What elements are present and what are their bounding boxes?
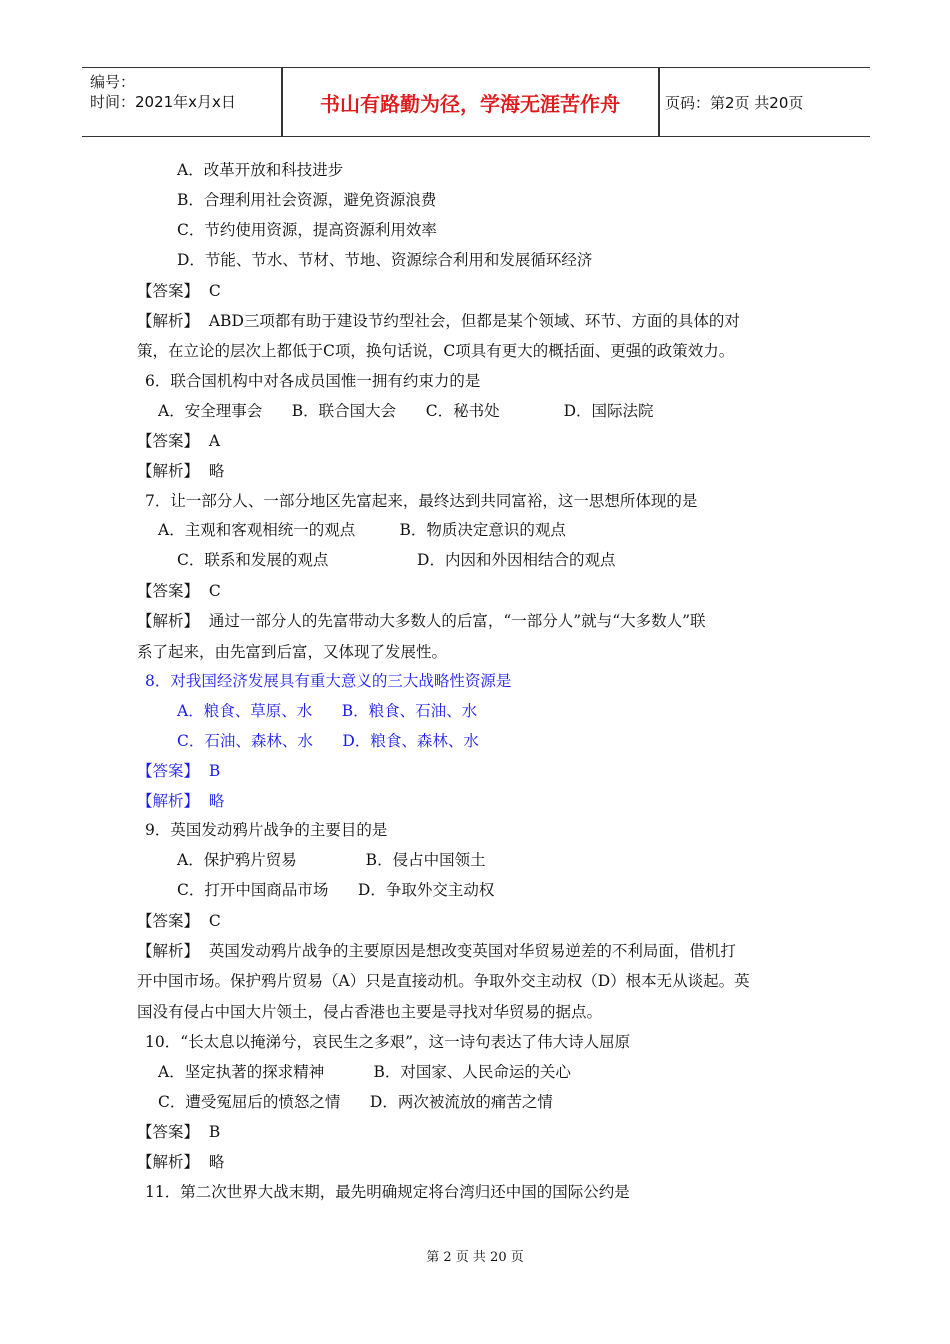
analysis-line: 【解析】 略	[137, 792, 225, 810]
answer-line: 【答案】 C	[137, 282, 221, 300]
option-line: A．安全理事会 B．联合国大会 C．秘书处 D．国际法院	[158, 402, 654, 420]
analysis-line: 【解析】 英国发动鸦片战争的主要原因是想改变英国对华贸易逆差的不利局面，借机打	[137, 942, 736, 960]
page-header	[82, 67, 870, 137]
question-line: 10．“长太息以掩涕兮，哀民生之多艰”，这一诗句表达了伟大诗人屈原	[145, 1033, 631, 1051]
option-line: A．主观和客观相统一的观点 B．物质决定意识的观点	[158, 521, 566, 539]
analysis-line: 【解析】 略	[137, 1153, 225, 1171]
option-line: C．联系和发展的观点 D．内因和外因相结合的观点	[177, 551, 616, 569]
analysis-line: 【解析】 通过一部分人的先富带动大多数人的后富，“一部分人”就与“大多数人”联	[137, 612, 706, 630]
option-line: B．合理利用社会资源，避免资源浪费	[177, 191, 437, 209]
option-line: C．石油、森林、水 D．粮食、森林、水	[177, 732, 479, 750]
option-line: A．保护鸦片贸易 B．侵占中国领土	[177, 851, 486, 869]
header-page-info: 页码：第2页 共20页	[665, 93, 804, 112]
option-line: C．遭受冤屈后的愤怒之情 D．两次被流放的痛苦之情	[158, 1093, 553, 1111]
question-line: 7．让一部分人、一部分地区先富起来，最终达到共同富裕，这一思想所体现的是	[145, 492, 698, 510]
serial-label: 编号：	[90, 73, 136, 91]
option-line: A．粮食、草原、水 B．粮食、石油、水	[177, 702, 478, 720]
answer-line: 【答案】 B	[137, 1123, 221, 1141]
header-motto: 书山有路勤为径，学海无涯苦作舟	[320, 91, 620, 116]
page-footer: 第 2 页 共 20 页	[426, 1250, 524, 1265]
header-left-cell	[82, 68, 281, 136]
question-line: 9．英国发动鸦片战争的主要目的是	[145, 821, 388, 839]
analysis-line: 【解析】 ABD三项都有助于建设节约型社会，但都是某个领域、环节、方面的具体的对	[137, 312, 740, 330]
analysis-line: 开中国市场。保护鸦片贸易（A）只是直接动机。争取外交主动权（D）根本无从谈起。英	[137, 972, 750, 990]
header-divider	[658, 68, 660, 136]
date-line: 时间：2021年x月x日	[90, 93, 236, 111]
analysis-line: 国没有侵占中国大片领土，侵占香港也主要是寻找对华贸易的据点。	[137, 1003, 603, 1021]
answer-line: 【答案】 B	[137, 762, 221, 780]
option-line: C．节约使用资源，提高资源利用效率	[177, 221, 437, 239]
option-line: C．打开中国商品市场 D．争取外交主动权	[177, 881, 495, 899]
answer-line: 【答案】 C	[137, 912, 221, 930]
analysis-line: 策，在立论的层次上都低于C项，换句话说，C项具有更大的概括面、更强的政策效力。	[137, 342, 735, 360]
analysis-line: 系了起来，由先富到后富，又体现了发展性。	[137, 643, 448, 661]
question-line: 8．对我国经济发展具有重大意义的三大战略性资源是	[145, 672, 512, 690]
option-line: A．坚定执著的探求精神 B．对国家、人民命运的关心	[158, 1063, 571, 1081]
option-line: A．改革开放和科技进步	[177, 161, 344, 179]
option-line: D．节能、节水、节材、节地、资源综合利用和发展循环经济	[177, 251, 593, 269]
analysis-line: 【解析】 略	[137, 462, 225, 480]
question-line: 11．第二次世界大战末期，最先明确规定将台湾归还中国的国际公约是	[145, 1183, 630, 1201]
answer-line: 【答案】 C	[137, 582, 221, 600]
question-line: 6．联合国机构中对各成员国惟一拥有约束力的是	[145, 372, 481, 390]
answer-line: 【答案】 A	[137, 432, 221, 450]
